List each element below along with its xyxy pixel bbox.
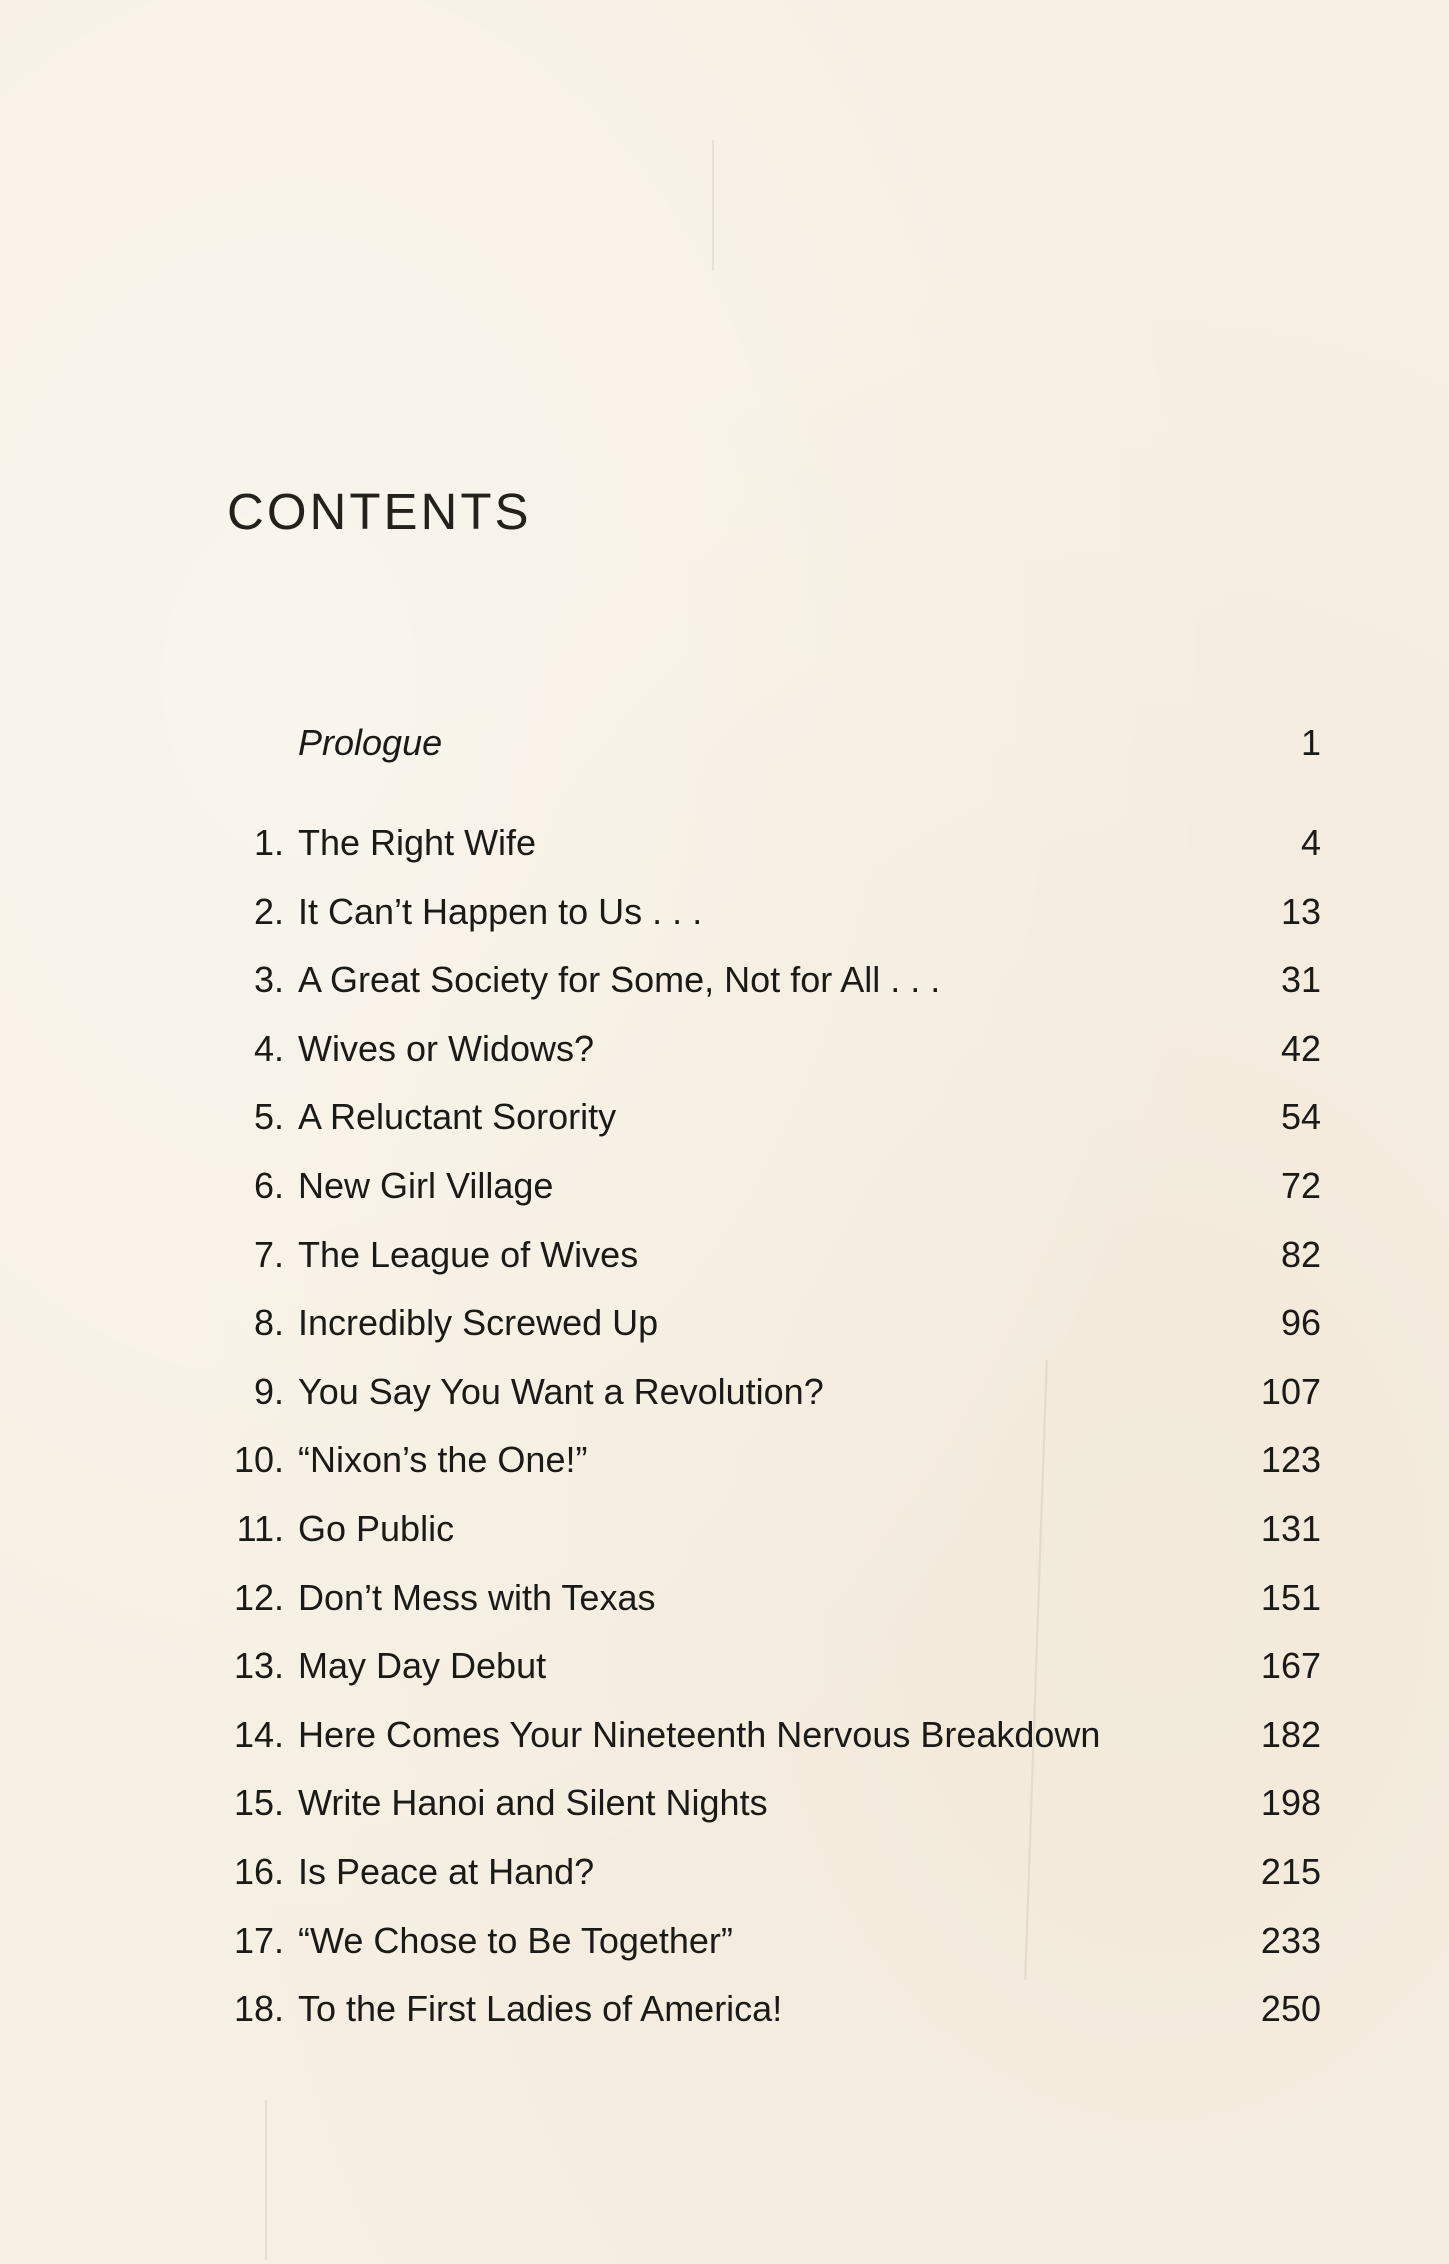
toc-chapter-row (0, 1371, 1449, 1439)
chapter-title: Incredibly Screwed Up (298, 1302, 659, 1343)
chapter-title: You Say You Want a Revolution? (298, 1371, 824, 1412)
toc-chapter-row (0, 1851, 1449, 1919)
chapter-title: New Girl Village (298, 1165, 554, 1206)
chapter-title: A Reluctant Sorority (298, 1096, 617, 1137)
chapter-page-number: 233 (1260, 1920, 1321, 1961)
toc-prologue-row (0, 722, 1449, 790)
chapter-title: “Nixon’s the One!” (298, 1439, 588, 1480)
chapter-number: 4. (253, 1028, 284, 1069)
chapter-page-number: 215 (1260, 1851, 1321, 1892)
chapter-number: 1. (253, 822, 284, 863)
chapter-title: The League of Wives (298, 1234, 639, 1275)
paper-crease (265, 2100, 267, 2260)
chapter-title: “We Chose to Be Together” (298, 1920, 733, 1961)
chapter-number: 3. (253, 959, 284, 1000)
chapter-page-number: 107 (1260, 1371, 1321, 1412)
chapter-page-number: 151 (1260, 1577, 1321, 1618)
chapter-title: The Right Wife (298, 822, 537, 863)
toc-chapter-row (0, 1508, 1449, 1576)
chapter-number: 17. (233, 1920, 284, 1961)
toc-chapter-row (0, 1920, 1449, 1988)
chapter-page-number: 54 (1280, 1096, 1321, 1137)
chapter-number: 18. (233, 1988, 284, 2029)
chapter-number: 8. (253, 1302, 284, 1343)
toc-chapter-row (0, 1782, 1449, 1850)
chapter-page-number: 182 (1260, 1714, 1321, 1755)
toc-chapter-row (0, 1577, 1449, 1645)
prologue-page-number: 1 (1300, 722, 1321, 763)
chapter-page-number: 198 (1260, 1782, 1321, 1823)
chapter-number: 5. (253, 1096, 284, 1137)
chapter-number: 6. (253, 1165, 284, 1206)
chapter-page-number: 123 (1260, 1439, 1321, 1480)
chapter-page-number: 42 (1280, 1028, 1321, 1069)
toc-chapter-row (0, 1302, 1449, 1370)
chapter-page-number: 4 (1300, 822, 1321, 863)
chapter-page-number: 250 (1260, 1988, 1321, 2029)
paper-crease (712, 140, 714, 270)
chapter-title: A Great Society for Some, Not for All . . . (298, 959, 941, 1000)
chapter-title: Write Hanoi and Silent Nights (298, 1782, 768, 1823)
chapter-page-number: 13 (1280, 891, 1321, 932)
chapter-page-number: 82 (1280, 1234, 1321, 1275)
toc-chapter-row (0, 1645, 1449, 1713)
chapter-number: 2. (253, 891, 284, 932)
toc-chapter-row (0, 1439, 1449, 1507)
chapter-number: 14. (233, 1714, 284, 1755)
chapter-title: Go Public (298, 1508, 455, 1549)
chapter-number: 13. (233, 1645, 284, 1686)
chapter-number: 11. (236, 1508, 284, 1549)
chapter-page-number: 131 (1260, 1508, 1321, 1549)
chapter-page-number: 167 (1260, 1645, 1321, 1686)
toc-chapter-row (0, 1988, 1449, 2056)
chapter-number: 10. (233, 1439, 284, 1480)
chapter-number: 9. (253, 1371, 284, 1412)
chapter-title: Don’t Mess with Texas (298, 1577, 656, 1618)
chapter-number: 16. (233, 1851, 284, 1892)
chapter-title: Is Peace at Hand? (298, 1851, 595, 1892)
chapter-title: It Can’t Happen to Us . . . (298, 891, 703, 932)
toc-chapter-row (0, 1714, 1449, 1782)
chapter-page-number: 31 (1280, 959, 1321, 1000)
prologue-title: Prologue (298, 722, 443, 763)
contents-heading: CONTENTS (227, 483, 532, 540)
toc-chapter-row (0, 891, 1449, 959)
chapter-page-number: 96 (1280, 1302, 1321, 1343)
toc-chapter-row (0, 1165, 1449, 1233)
chapter-title: Wives or Widows? (298, 1028, 595, 1069)
toc-chapter-row (0, 822, 1449, 890)
chapter-title: To the First Ladies of America! (298, 1988, 783, 2029)
chapter-page-number: 72 (1280, 1165, 1321, 1206)
chapter-title: May Day Debut (298, 1645, 547, 1686)
toc-chapter-row (0, 959, 1449, 1027)
chapter-number: 12. (233, 1577, 284, 1618)
toc-chapter-row (0, 1028, 1449, 1096)
chapter-number: 15. (233, 1782, 284, 1823)
toc-chapter-row (0, 1096, 1449, 1164)
toc-chapter-row (0, 1234, 1449, 1302)
chapter-number: 7. (253, 1234, 284, 1275)
chapter-title: Here Comes Your Nineteenth Nervous Breakdown (298, 1714, 1101, 1755)
